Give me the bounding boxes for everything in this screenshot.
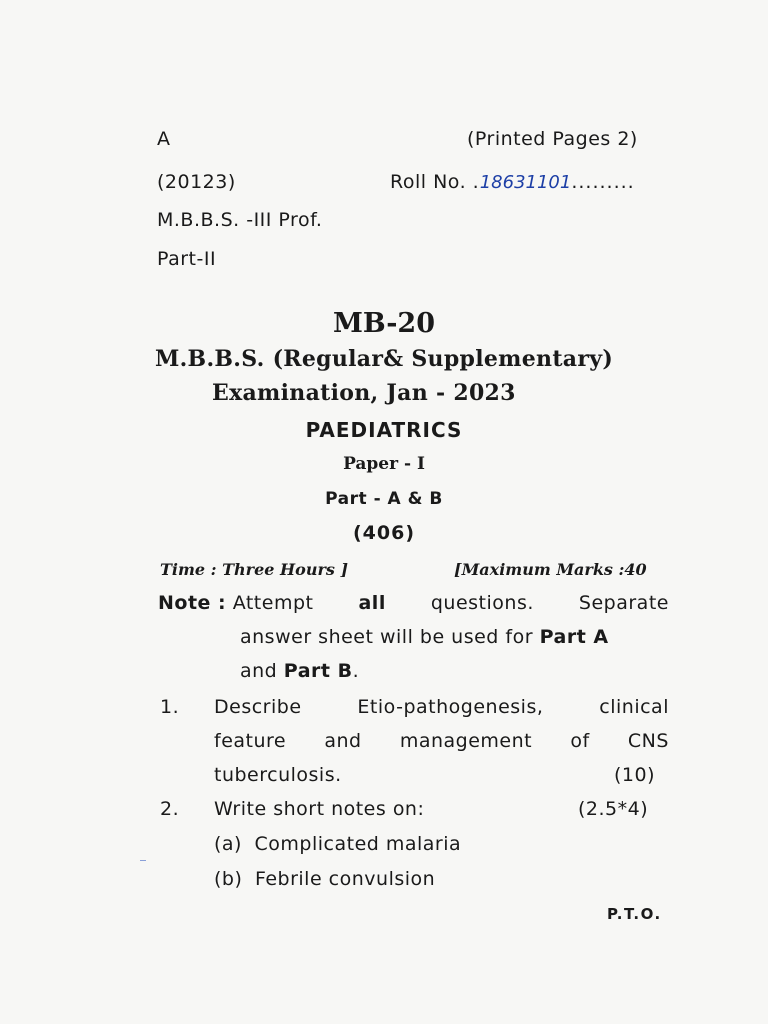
item-label: (b)	[214, 868, 243, 890]
part-label: Part-II	[157, 248, 217, 270]
subject-title: PAEDIATRICS	[305, 418, 463, 442]
roll-number-line	[390, 171, 635, 193]
question-word: and	[324, 730, 362, 752]
note-period: .	[352, 660, 360, 682]
ink-mark	[140, 860, 146, 861]
question-2-text: Write short notes on:	[214, 798, 425, 820]
question-1-line-3: tuberculosis.	[214, 764, 342, 786]
note-line-1	[158, 592, 669, 614]
exam-title-line2: Examination, Jan - 2023	[212, 380, 516, 406]
question-word: Describe	[214, 696, 302, 718]
item-label: (a)	[214, 833, 242, 855]
note-part-a: Part A	[539, 626, 609, 648]
note-word: questions.	[430, 592, 534, 614]
question-word: of	[570, 730, 590, 752]
question-2-marks: (2.5*4)	[578, 798, 649, 820]
paper-code-number: (20123)	[157, 171, 236, 193]
paper-label: Paper - I	[343, 454, 425, 474]
roll-value-handwritten: 18631101	[479, 172, 572, 193]
exam-paper-code: MB-20	[333, 308, 435, 339]
course-label: M.B.B.S. -III Prof.	[157, 209, 323, 231]
roll-trailing-dots: .........	[571, 171, 635, 193]
question-word: Etio-pathogenesis,	[357, 696, 544, 718]
note-line-3	[240, 660, 359, 682]
item-text: Febrile convulsion	[254, 868, 436, 890]
note-word: Separate	[578, 592, 669, 614]
exam-title-line1: M.B.B.S. (Regular& Supplementary)	[154, 346, 614, 372]
question-word: management	[399, 730, 533, 752]
parts-label: Part - A & B	[325, 489, 443, 509]
note-part-b: Part B	[283, 660, 353, 682]
note-emphasis-all: all	[358, 592, 386, 614]
max-marks-label: [Maximum Marks :40	[454, 560, 647, 579]
note-and: and	[240, 660, 278, 682]
question-word: feature	[214, 730, 287, 752]
note-text: answer sheet will be used for	[240, 626, 534, 648]
note-word: Attempt	[232, 592, 314, 614]
paper-number: (406)	[352, 522, 416, 544]
note-line-2	[240, 626, 609, 648]
question-1-line-2	[214, 730, 669, 752]
series-label: A	[157, 128, 171, 150]
question-1-marks: (10)	[614, 764, 656, 786]
note-label: Note :	[158, 592, 227, 614]
question-1-number: 1.	[160, 696, 180, 718]
question-word: clinical	[599, 696, 669, 718]
question-word: CNS	[627, 730, 669, 752]
printed-pages: (Printed Pages 2)	[467, 128, 638, 150]
question-1-line-1	[214, 696, 669, 718]
time-label: Time : Three Hours ]	[160, 560, 349, 579]
question-2-item-b	[214, 868, 435, 890]
question-2-item-a	[214, 833, 461, 855]
pto-label: P.T.O.	[607, 905, 662, 923]
roll-leading-dot: .	[472, 171, 480, 193]
question-2-number: 2.	[160, 798, 180, 820]
roll-label: Roll No.	[390, 171, 467, 193]
item-text: Complicated malaria	[254, 833, 462, 855]
